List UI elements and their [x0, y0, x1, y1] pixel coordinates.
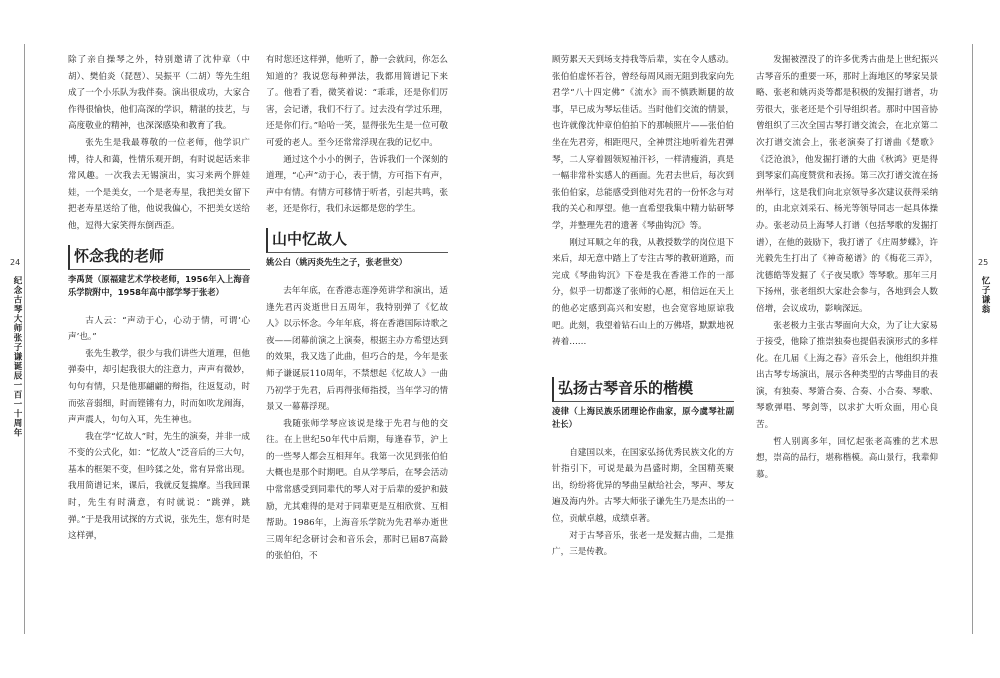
right-page [508, 14, 996, 664]
left-margin-rule [24, 44, 25, 634]
paragraph: 除了亲自操琴之外，特别邀请了沈仲章（中胡）、樊伯炎（琵琶）、吴振平（二胡）等先生组成了一个小乐队为我伴奏。演出很成功，大家合作得很愉快，他们高深的学识，精湛的技艺，与高度敬业的精神，也深深感染和教育了我。 [68, 55, 250, 132]
paragraph: 自建国以来，在国家弘扬优秀民族文化的方针指引下，可说是最为昌盛时期，全国精英聚出，纷纷将优异的琴曲呈献给社会，琴声、琴友遍及海内外。古琴大师张子谦先生乃是杰出的一位，贡献卓越，成绩卓著。 [552, 447, 734, 525]
article-header [266, 228, 448, 269]
article-title: 怀念我的老师 [68, 245, 250, 270]
paragraph: 我随张师学琴应该说是缘于先君与他的交往。在上世纪50年代中后期，每逢春节，沪上的一些琴人都会互相拜年。我第一次见到张伯伯大概也是那个时期吧。自从学琴后，在琴会活动中常常感受到同辈代的琴人对于后辈的爱护和鼓励，尤其难得的是对于同辈更是互相欣赏、互相帮助。1986年，上海音乐学院为先君举办逝世三周年纪念研讨会和音乐会，那时已届87高龄的张伯伯，不 [266, 418, 448, 562]
paragraph: 有时您还这样弹，他听了，静一会就问，你怎么知道的？我说您每种弹法，我都用简谱记下来了。他看了看，微笑着说：“乖乖，还是你们厉害，会记谱，我们不行了。过去没有学过乐理，还是你们行。”哈哈一笑，显得张先生是一位可敬可爱的老人。至今还常常浮现在我的记忆中。 [266, 55, 448, 148]
paragraph: 对于古琴音乐，张老一是发掘古曲，二是推广，三是传教。 [552, 530, 734, 558]
paragraph: 张先生教学，很少与我们讲些大道理，但他弹奏中，却引起我很大的注意力，声声有微妙，句句有情，只是他那翩翩的辩指，往返复动，时而弦音弱细，时而铿锵有力，时而如吹龙闹海，声声震人，句句入耳，先生神也。 [68, 348, 250, 426]
paragraph: 哲人别离多年，回忆起张老高雅的艺术思想，崇高的品行，堪称楷模。高山景行，我辈仰慕。 [756, 436, 938, 480]
right-page-number: 25 [978, 258, 989, 267]
paragraph: 顾劳累天天到场支持我等后辈，实在令人感动。张伯伯虚怀若谷，曾经每周风雨无阻到我家向先君学“八十四定佛”《流水》而不慎跌断腿的故事，早已成为琴坛佳话。当时他们交流的情景，也许就像沈仲章伯伯拍下的那帧照片——张伯伯坐在先君旁，相距咫尺，全神贯注地听着先君弹琴，二人穿着圆领短袖汗衫，一样清瘦消，真是一幅非常朴实感人的画面。先君去世后，每次到张伯伯家，总能感受到他对先君的一份怀念与对我的关心和厚望。他一直希望我集中精力钻研琴学，并整理先君的遗著《琴曲钩沉》等。 [552, 55, 734, 231]
left-column-2 [266, 52, 448, 565]
paragraph: 通过这个小小的例子，告诉我们一个深刻的道理，“心声”动于心，表于情，方可指下有声，声中有情。有情方可移情于听者，引起共鸣，张老，还是你行，我们永远都是您的学生。 [266, 154, 448, 215]
right-margin-rule [972, 44, 973, 634]
paragraph: 去年年底，在香港志莲净苑讲学和演出，适逢先君丙炎逝世日五周年，我特别弹了《忆故人》以示怀念。今年年底，将在香港国际诗歌之夜——闭幕前演之上演奏，根据主办方希望达到的效果，我又选了此曲，但巧合的是，今年是张师子谦诞辰110周年，不禁想起《忆故人》一曲乃初学于先君，后再得张师指授，当年学习的情景又一幕幕浮现。 [266, 285, 448, 413]
right-column-2 [756, 52, 938, 483]
paragraph: 我在学“忆故人”时，先生的演奏，并非一成不变的公式化，如：“忆故人”泛音后的三大句，基本的框架不变，但吟猱之处，常有异常出现。我用简谱记来，课后，我就反复揣摩。当我回课时，先生有时满意，有时就说：“跳弹，跳弹。”于是我用试探的方式说，张先生，您有时是这样弹， [68, 431, 250, 542]
article-title: 山中忆故人 [266, 228, 448, 253]
article-author: 李禹贤（原福建艺术学校老师，1956年入上海音乐学院附中，1958年高中部学琴于张老） [68, 273, 250, 297]
left-side-caption: 纪念古琴大师张子谦诞辰一百一十周年 [12, 276, 22, 438]
paragraph: 张老极力主张古琴面向大众，为了让大家易于接受，他除了推崇独奏也提倡表演形式的多样化。在几届《上海之春》音乐会上，他组织并推出古琴专场演出，展示各种类型的古琴曲目的表演，有独奏、琴箫合奏、合奏、小合奏、琴歌、琴歌弹唱、琴剑等，以求扩大听众面，用心良苦。 [756, 320, 938, 431]
paragraph: 古人云：“声动于心，心动于情，可谓‘心声’也。” [68, 315, 250, 343]
left-page-number: 24 [10, 258, 21, 267]
right-side-caption: 忆子谦翁 [980, 276, 990, 314]
article-author: 姚公白（姚丙炎先生之子，张老世交） [266, 256, 408, 267]
paragraph: 张先生是我最尊敬的一位老师，他学识广博，待人和蔼，性情乐观开朗，有时说起话来非常风趣。一次我去无锡演出，实习来两个胖娃娃，一个是美女，一个是老寿星，我把美女留下把老寿星送给了他，他说我偏心，不把美女送给他，逗得大家笑得东倒西歪。 [68, 137, 250, 231]
left-column-1 [68, 52, 250, 545]
article-header [68, 245, 250, 299]
left-page [4, 14, 492, 664]
paragraph: 发掘被湮没了的许多优秀古曲是上世纪振兴古琴音乐的重要一环，那时上海地区的琴家吴景略、张老和姚丙炎等都是积极的发掘打谱者，功劳很大，张老还是个引导组织者。那时中国音协曾组织了三次全国古琴打谱交流会，在北京第二次打谱交流会上，张老演奏了打谱曲《楚歌》《泛沧浪》，他发掘打谱的大曲《秋鸿》更是得到琴家们高度赞赏和表扬。第三次打谱交流在扬州举行，这是我们向北京领导多次建议获得采纳的，由北京刘采石、杨光等领导同志一起具体操办。张老动员上海琴人打谱（包括琴歌的发掘打谱），在他的鼓励下，我打谱了《庄周梦蝶》，许光毅先生打出了《神奇秘谱》的《梅花三弄》，沈德皓等发掘了《子夜吴歌》等琴歌。那年三月下扬州，张老组织大家赴会参与，各地到会人数倍增，会议成功，影响深远。 [756, 55, 938, 314]
article-header [552, 377, 734, 431]
article-title: 弘扬古琴音乐的楷模 [552, 377, 734, 402]
paragraph: 刚过耳顺之年的我，从教授数学的岗位退下来后，却无意中踏上了专注古琴的教研道路，而完成《琴曲钩沉》下卷是我在香港工作的一部分，似乎一切都遂了张师的心愿，相信远在天上的他必定感到高兴和安慰，也会宽容地原谅我吧。此刻，我望着钻石山上的万佛塔，默默地祝祷着…… [552, 237, 734, 348]
article-author: 凌律（上海民族乐团理论作曲家，原今虞琴社副社长） [552, 405, 734, 429]
right-column-1 [552, 52, 734, 561]
